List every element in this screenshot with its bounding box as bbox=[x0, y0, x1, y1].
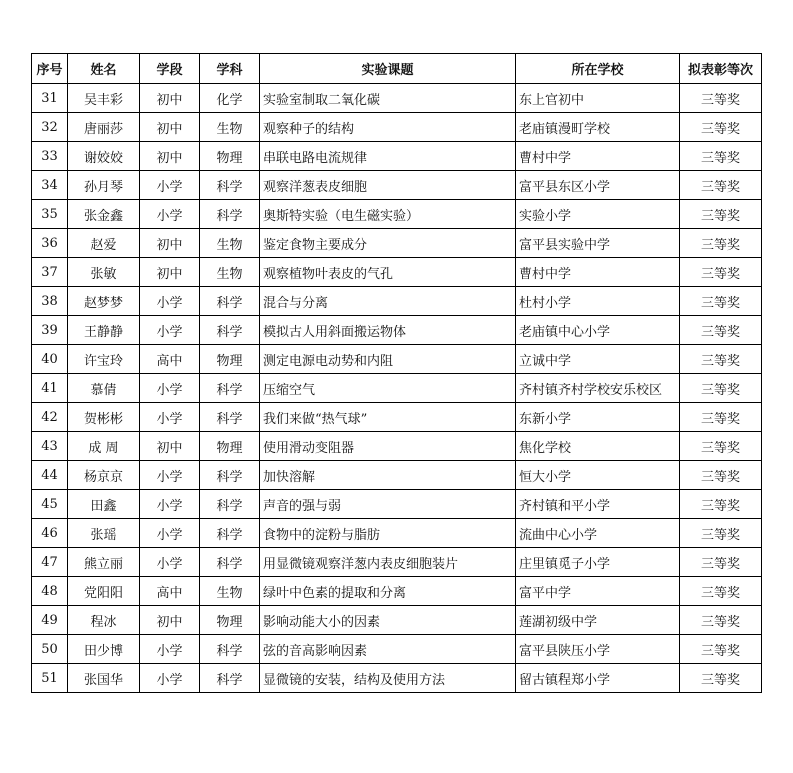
cell-topic: 混合与分离 bbox=[260, 287, 516, 316]
cell-subject: 科学 bbox=[200, 519, 260, 548]
cell-serial: 41 bbox=[32, 374, 68, 403]
cell-stage: 小学 bbox=[140, 374, 200, 403]
cell-serial: 38 bbox=[32, 287, 68, 316]
cell-name: 田少博 bbox=[68, 635, 140, 664]
cell-name: 慕倩 bbox=[68, 374, 140, 403]
cell-serial: 51 bbox=[32, 664, 68, 693]
header-name: 姓名 bbox=[68, 54, 140, 84]
cell-name: 杨京京 bbox=[68, 461, 140, 490]
cell-school: 富平县实验中学 bbox=[516, 229, 680, 258]
cell-award: 三等奖 bbox=[680, 490, 762, 519]
cell-serial: 50 bbox=[32, 635, 68, 664]
header-subject: 学科 bbox=[200, 54, 260, 84]
cell-subject: 科学 bbox=[200, 200, 260, 229]
table-row bbox=[32, 577, 762, 606]
table-row bbox=[32, 519, 762, 548]
cell-school: 富平中学 bbox=[516, 577, 680, 606]
cell-name: 贺彬彬 bbox=[68, 403, 140, 432]
cell-topic: 影响动能大小的因素 bbox=[260, 606, 516, 635]
cell-school: 富平县陕压小学 bbox=[516, 635, 680, 664]
header-award: 拟表彰等次 bbox=[680, 54, 762, 84]
cell-subject: 科学 bbox=[200, 171, 260, 200]
cell-stage: 初中 bbox=[140, 142, 200, 171]
cell-name: 张国华 bbox=[68, 664, 140, 693]
cell-subject: 科学 bbox=[200, 461, 260, 490]
cell-award: 三等奖 bbox=[680, 432, 762, 461]
cell-stage: 初中 bbox=[140, 258, 200, 287]
cell-topic: 测定电源电动势和内阻 bbox=[260, 345, 516, 374]
table-row bbox=[32, 403, 762, 432]
cell-school: 东新小学 bbox=[516, 403, 680, 432]
cell-topic: 观察洋葱表皮细胞 bbox=[260, 171, 516, 200]
cell-award: 三等奖 bbox=[680, 519, 762, 548]
cell-stage: 小学 bbox=[140, 490, 200, 519]
cell-subject: 化学 bbox=[200, 84, 260, 113]
cell-award: 三等奖 bbox=[680, 403, 762, 432]
table-row bbox=[32, 345, 762, 374]
cell-name: 田鑫 bbox=[68, 490, 140, 519]
cell-topic: 显微镜的安装，结构及使用方法 bbox=[260, 664, 516, 693]
cell-school: 东上官初中 bbox=[516, 84, 680, 113]
cell-stage: 初中 bbox=[140, 84, 200, 113]
cell-topic: 我们来做“热气球” bbox=[260, 403, 516, 432]
cell-school: 曹村中学 bbox=[516, 258, 680, 287]
cell-stage: 初中 bbox=[140, 229, 200, 258]
cell-school: 实验小学 bbox=[516, 200, 680, 229]
cell-award: 三等奖 bbox=[680, 461, 762, 490]
cell-serial: 49 bbox=[32, 606, 68, 635]
cell-subject: 生物 bbox=[200, 577, 260, 606]
cell-name: 谢姣姣 bbox=[68, 142, 140, 171]
cell-topic: 食物中的淀粉与脂肪 bbox=[260, 519, 516, 548]
cell-award: 三等奖 bbox=[680, 374, 762, 403]
cell-serial: 34 bbox=[32, 171, 68, 200]
cell-award: 三等奖 bbox=[680, 548, 762, 577]
cell-school: 留古镇程郑小学 bbox=[516, 664, 680, 693]
cell-subject: 物理 bbox=[200, 606, 260, 635]
cell-school: 齐村镇和平小学 bbox=[516, 490, 680, 519]
header-topic: 实验课题 bbox=[260, 54, 516, 84]
cell-stage: 初中 bbox=[140, 113, 200, 142]
cell-name: 张金鑫 bbox=[68, 200, 140, 229]
cell-subject: 物理 bbox=[200, 345, 260, 374]
cell-school: 齐村镇齐村学校安乐校区 bbox=[516, 374, 680, 403]
cell-topic: 声音的强与弱 bbox=[260, 490, 516, 519]
cell-topic: 弦的音高影响因素 bbox=[260, 635, 516, 664]
table-row bbox=[32, 142, 762, 171]
table-row bbox=[32, 374, 762, 403]
cell-serial: 35 bbox=[32, 200, 68, 229]
cell-name: 赵爱 bbox=[68, 229, 140, 258]
cell-serial: 33 bbox=[32, 142, 68, 171]
cell-school: 老庙镇漫町学校 bbox=[516, 113, 680, 142]
cell-award: 三等奖 bbox=[680, 258, 762, 287]
table-row bbox=[32, 200, 762, 229]
cell-stage: 初中 bbox=[140, 606, 200, 635]
header-row bbox=[32, 54, 762, 84]
cell-subject: 物理 bbox=[200, 142, 260, 171]
cell-school: 莲湖初级中学 bbox=[516, 606, 680, 635]
cell-serial: 31 bbox=[32, 84, 68, 113]
cell-subject: 生物 bbox=[200, 258, 260, 287]
cell-topic: 绿叶中色素的提取和分离 bbox=[260, 577, 516, 606]
cell-school: 庄里镇觅子小学 bbox=[516, 548, 680, 577]
cell-subject: 科学 bbox=[200, 635, 260, 664]
table-row bbox=[32, 229, 762, 258]
cell-serial: 48 bbox=[32, 577, 68, 606]
cell-topic: 加快溶解 bbox=[260, 461, 516, 490]
cell-subject: 科学 bbox=[200, 548, 260, 577]
cell-subject: 科学 bbox=[200, 287, 260, 316]
cell-name: 唐丽莎 bbox=[68, 113, 140, 142]
cell-stage: 高中 bbox=[140, 345, 200, 374]
cell-serial: 37 bbox=[32, 258, 68, 287]
cell-topic: 观察植物叶表皮的气孔 bbox=[260, 258, 516, 287]
cell-topic: 模拟古人用斜面搬运物体 bbox=[260, 316, 516, 345]
table-row bbox=[32, 113, 762, 142]
cell-name: 孙月琴 bbox=[68, 171, 140, 200]
cell-award: 三等奖 bbox=[680, 287, 762, 316]
cell-award: 三等奖 bbox=[680, 200, 762, 229]
cell-name: 张瑶 bbox=[68, 519, 140, 548]
cell-subject: 科学 bbox=[200, 664, 260, 693]
award-table bbox=[31, 53, 762, 693]
table-row bbox=[32, 548, 762, 577]
cell-subject: 生物 bbox=[200, 229, 260, 258]
table-row bbox=[32, 664, 762, 693]
cell-stage: 小学 bbox=[140, 171, 200, 200]
table-row bbox=[32, 171, 762, 200]
cell-topic: 压缩空气 bbox=[260, 374, 516, 403]
cell-school: 老庙镇中心小学 bbox=[516, 316, 680, 345]
cell-stage: 小学 bbox=[140, 316, 200, 345]
cell-name: 熊立丽 bbox=[68, 548, 140, 577]
cell-name: 党阳阳 bbox=[68, 577, 140, 606]
cell-subject: 科学 bbox=[200, 316, 260, 345]
cell-subject: 科学 bbox=[200, 403, 260, 432]
cell-stage: 小学 bbox=[140, 461, 200, 490]
header-stage: 学段 bbox=[140, 54, 200, 84]
table-row bbox=[32, 635, 762, 664]
cell-topic: 观察种子的结构 bbox=[260, 113, 516, 142]
cell-subject: 科学 bbox=[200, 374, 260, 403]
cell-serial: 45 bbox=[32, 490, 68, 519]
cell-stage: 小学 bbox=[140, 635, 200, 664]
table-row bbox=[32, 490, 762, 519]
cell-subject: 物理 bbox=[200, 432, 260, 461]
cell-serial: 32 bbox=[32, 113, 68, 142]
cell-subject: 生物 bbox=[200, 113, 260, 142]
cell-stage: 小学 bbox=[140, 519, 200, 548]
cell-school: 曹村中学 bbox=[516, 142, 680, 171]
cell-stage: 小学 bbox=[140, 664, 200, 693]
cell-stage: 高中 bbox=[140, 577, 200, 606]
table-row bbox=[32, 84, 762, 113]
table-row bbox=[32, 287, 762, 316]
cell-award: 三等奖 bbox=[680, 142, 762, 171]
cell-serial: 47 bbox=[32, 548, 68, 577]
cell-subject: 科学 bbox=[200, 490, 260, 519]
cell-topic: 实验室制取二氧化碳 bbox=[260, 84, 516, 113]
header-school: 所在学校 bbox=[516, 54, 680, 84]
cell-serial: 39 bbox=[32, 316, 68, 345]
cell-serial: 44 bbox=[32, 461, 68, 490]
cell-award: 三等奖 bbox=[680, 113, 762, 142]
cell-serial: 40 bbox=[32, 345, 68, 374]
cell-school: 恒大小学 bbox=[516, 461, 680, 490]
cell-school: 流曲中心小学 bbox=[516, 519, 680, 548]
table-row bbox=[32, 316, 762, 345]
cell-award: 三等奖 bbox=[680, 606, 762, 635]
table-row bbox=[32, 461, 762, 490]
cell-topic: 用显微镜观察洋葱内表皮细胞装片 bbox=[260, 548, 516, 577]
table-row bbox=[32, 606, 762, 635]
cell-name: 程冰 bbox=[68, 606, 140, 635]
cell-name: 成 周 bbox=[68, 432, 140, 461]
cell-name: 许宝玲 bbox=[68, 345, 140, 374]
cell-school: 富平县东区小学 bbox=[516, 171, 680, 200]
cell-school: 焦化学校 bbox=[516, 432, 680, 461]
cell-award: 三等奖 bbox=[680, 664, 762, 693]
cell-stage: 初中 bbox=[140, 432, 200, 461]
cell-award: 三等奖 bbox=[680, 345, 762, 374]
cell-serial: 42 bbox=[32, 403, 68, 432]
cell-name: 王静静 bbox=[68, 316, 140, 345]
cell-award: 三等奖 bbox=[680, 171, 762, 200]
cell-serial: 46 bbox=[32, 519, 68, 548]
cell-award: 三等奖 bbox=[680, 229, 762, 258]
cell-award: 三等奖 bbox=[680, 316, 762, 345]
cell-topic: 鉴定食物主要成分 bbox=[260, 229, 516, 258]
cell-topic: 使用滑动变阻器 bbox=[260, 432, 516, 461]
cell-award: 三等奖 bbox=[680, 84, 762, 113]
cell-stage: 小学 bbox=[140, 287, 200, 316]
cell-award: 三等奖 bbox=[680, 577, 762, 606]
cell-stage: 小学 bbox=[140, 548, 200, 577]
cell-stage: 小学 bbox=[140, 403, 200, 432]
cell-name: 赵梦梦 bbox=[68, 287, 140, 316]
cell-name: 张敏 bbox=[68, 258, 140, 287]
cell-stage: 小学 bbox=[140, 200, 200, 229]
table-row bbox=[32, 432, 762, 461]
cell-topic: 串联电路电流规律 bbox=[260, 142, 516, 171]
cell-serial: 43 bbox=[32, 432, 68, 461]
cell-school: 杜村小学 bbox=[516, 287, 680, 316]
cell-name: 吴丰彩 bbox=[68, 84, 140, 113]
cell-award: 三等奖 bbox=[680, 635, 762, 664]
cell-topic: 奥斯特实验（电生磁实验） bbox=[260, 200, 516, 229]
cell-school: 立诚中学 bbox=[516, 345, 680, 374]
header-serial: 序号 bbox=[32, 54, 68, 84]
table-row bbox=[32, 258, 762, 287]
cell-serial: 36 bbox=[32, 229, 68, 258]
